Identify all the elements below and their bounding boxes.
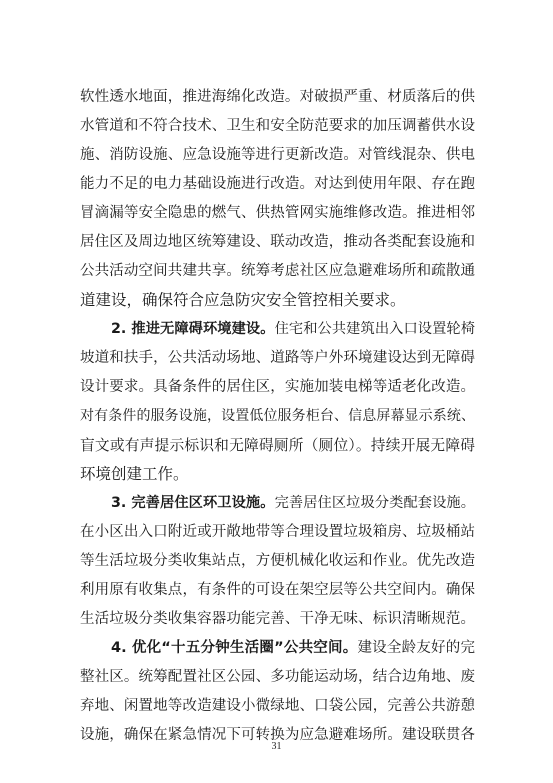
text-line: 水管道和不符合技术、卫生和安全防范要求的加压调蓄供水设: [80, 118, 475, 134]
text-line: 能力不足的电力基础设施进行改造。对达到使用年限、存在跑: [80, 176, 475, 192]
text-line: 公共活动空间共建共享。统筹考虑社区应急避难场所和疏散通: [80, 263, 475, 279]
text-line: 设计要求。具备条件的居住区，实施加装电梯等适老化改造。: [80, 379, 475, 395]
text-line: [80, 634, 475, 663]
text-line: 设施，确保在紧急情况下可转换为应急避难场所。建设联贯各: [80, 727, 475, 743]
text-line: 道建设，确保符合应急防灾安全管控相关要求。: [80, 291, 406, 309]
text-line: 施、消防设施、应急设施等进行更新改造。对管线混杂、供电: [80, 147, 475, 163]
section-text: 建设全龄友好的完: [357, 640, 475, 656]
text-line: 盲文或有声提示标识和无障碍厕所（厕位）。持续开展无障碍: [80, 437, 475, 454]
text-line: [80, 315, 475, 344]
text-line: 整社区。统筹配置社区公园、多功能运动场，结合边角地、废: [80, 669, 475, 685]
section-text: 住宅和公共建筑出入口设置轮椅: [274, 321, 475, 337]
section-heading: 3. 完善居住区环卫设施。: [111, 495, 275, 511]
text-line: [80, 489, 475, 518]
section-heading: 2. 推进无障碍环境建设。: [111, 321, 275, 337]
section-text: 完善居住区垃圾分类配套设施。: [274, 495, 475, 511]
text-line: 弃地、闲置地等改造建设小微绿地、口袋公园，完善公共游憩: [80, 698, 475, 714]
text-line: 冒滴漏等安全隐患的燃气、供热管网实施维修改造。推进相邻: [80, 205, 475, 221]
text-line: 利用原有收集点，有条件的可设在架空层等公共空间内。确保: [80, 582, 475, 598]
text-line: 居住区及周边地区统筹建设、联动改造，推动各类配套设施和: [80, 234, 475, 250]
text-line: 环境创建工作。: [80, 465, 189, 483]
page-number: 31: [271, 741, 282, 752]
body-text: [80, 83, 475, 750]
text-line: 软性透水地面，推进海绵化改造。对破损严重、材质落后的供: [80, 89, 475, 105]
text-line: 坡道和扶手，公共活动场地、道路等户外环境建设达到无障碍: [80, 350, 475, 366]
section-heading: 4. 优化“十五分钟生活圈”公共空间。: [111, 640, 358, 656]
text-line: 等生活垃圾分类收集站点，方便机械化收运和作业。优先改造: [80, 553, 475, 569]
text-line: 在小区出入口附近或开敞地带等合理设置垃圾箱房、垃圾桶站: [80, 524, 475, 540]
text-line: 对有条件的服务设施，设置低位服务柜台、信息屏幕显示系统、: [80, 408, 475, 424]
text-line: 生活垃圾分类收集容器功能完善、干净无味、标识清晰规范。: [80, 611, 475, 627]
